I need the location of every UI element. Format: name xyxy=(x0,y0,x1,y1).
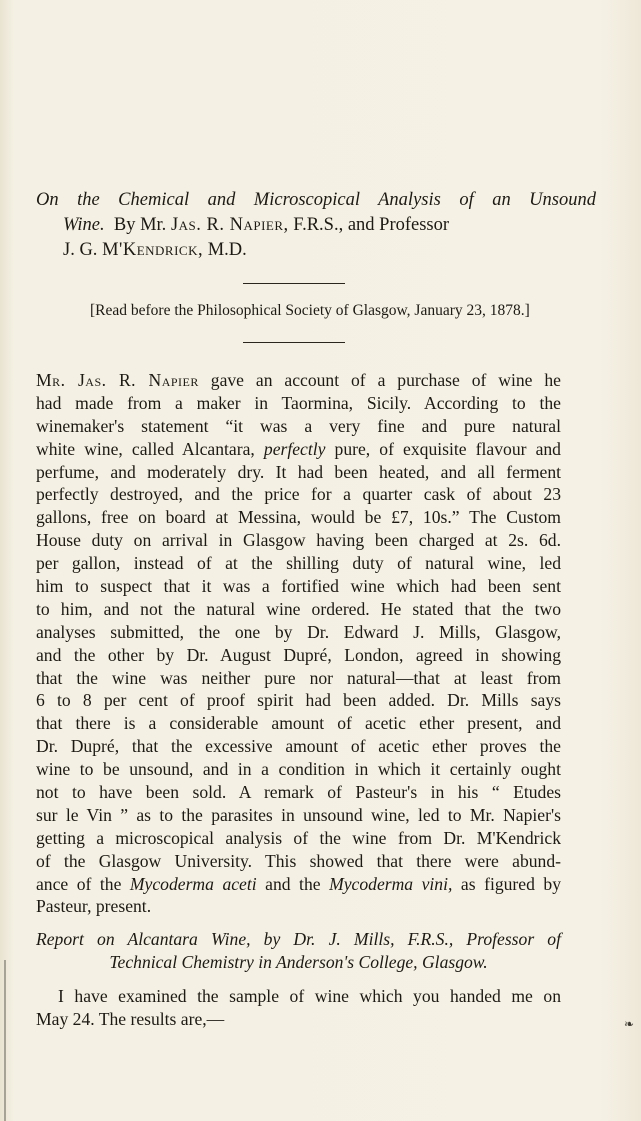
body-line: had made from a maker in Taormina, Sicily. According to the xyxy=(36,392,561,413)
body-line: and the other by Dr. August Dupré, London, agreed in showing xyxy=(36,644,561,665)
body-line: Dr. Dupré, that the excessive amount of acetic ether proves the xyxy=(36,736,561,757)
author-mckendrick: M'Kendrick, xyxy=(102,240,204,260)
report-body-line: I have examined the sample of wine which you handed me on xyxy=(58,986,561,1006)
body-line: that there is a considerable amount of acetic ether present, and xyxy=(36,713,561,734)
divider-top xyxy=(243,283,345,284)
body-line: of the Glasgow University. This showed that there were abund- xyxy=(36,850,561,871)
divider-bottom xyxy=(243,342,345,343)
body-line: Mr. Jas. R. Napier gave an account of a purchase of wine he xyxy=(36,370,561,390)
opening-name: Mr. Jas. R. Napier xyxy=(36,370,199,390)
body-line: ance of the Mycoderma aceti and the Mycoderma vini, as figured by xyxy=(36,873,561,894)
body-line: sur le Vin ” as to the parasites in unsound wine, led to Mr. Napier's xyxy=(36,804,561,825)
body-line: Pasteur, present. xyxy=(36,896,152,917)
body-line: that the wine was neither pure nor natural—that at least from xyxy=(36,667,561,688)
body-line: House duty on arrival in Glasgow having been charged at 2s. 6d. xyxy=(36,530,561,551)
report-body-line: May 24. The results are,— xyxy=(36,1008,225,1029)
body-line: winemaker's statement “it was a very fine and pure natural xyxy=(36,415,561,436)
body-line: gallons, free on board at Messina, would be £7, 10s.” The Custom xyxy=(36,507,561,528)
body-line: getting a microscopical analysis of the wine from Dr. M'Kendrick xyxy=(36,827,561,848)
body-line: not to have been sold. A remark of Pasteur's in his “ Etudes xyxy=(36,782,561,803)
body-line: white wine, called Alcantara, perfectly pure, of exquisite flavour and xyxy=(36,438,561,459)
page-edge-shadow xyxy=(4,960,6,1121)
body-line: 6 to 8 per cent of proof spirit had been added. Dr. Mills says xyxy=(36,690,561,711)
article-title xyxy=(36,188,596,263)
body-line: analyses submitted, the one by Dr. Edward J. Mills, Glasgow, xyxy=(36,621,561,642)
body-line: per gallon, instead of at the shilling duty of natural wine, led xyxy=(36,553,561,574)
body-line: perfume, and moderately dry. It had been heated, and all ferment xyxy=(36,461,561,482)
report-heading-line-2: Technical Chemistry in Anderson's College, Glasgow. xyxy=(109,952,488,972)
body-line: to him, and not the natural wine ordered. He stated that the two xyxy=(36,598,561,619)
read-before-note: [Read before the Philosophical Society of Glasgow, January 23, 1878.] xyxy=(90,302,530,319)
report-heading xyxy=(36,928,561,974)
report-heading-line-1: Report on Alcantara Wine, by Dr. J. Mills, F.R.S., Professor of xyxy=(36,929,561,949)
body-paragraph xyxy=(36,369,561,918)
body-line: perfectly destroyed, and the price for a quarter cask of about 23 xyxy=(36,484,561,505)
body-line: wine to be unsound, and in a condition in which it certainly ought xyxy=(36,759,561,780)
title-wine: Wine. xyxy=(63,215,105,235)
title-line-1: On the Chemical and Microscopical Analysis of an Unsound xyxy=(36,190,596,210)
title-line-3: J. G. M'Kendrick, M.D. xyxy=(63,240,247,260)
title-line-2: Wine. By Mr. Jas. R. Napier, F.R.S., and Professor xyxy=(63,215,450,235)
author-napier: Jas. R. Napier, xyxy=(170,215,289,235)
report-body xyxy=(36,985,561,1031)
body-line: him to suspect that it was a fortified wine which had been sent xyxy=(36,576,561,597)
margin-mark-icon: ❧ xyxy=(624,1017,635,1031)
